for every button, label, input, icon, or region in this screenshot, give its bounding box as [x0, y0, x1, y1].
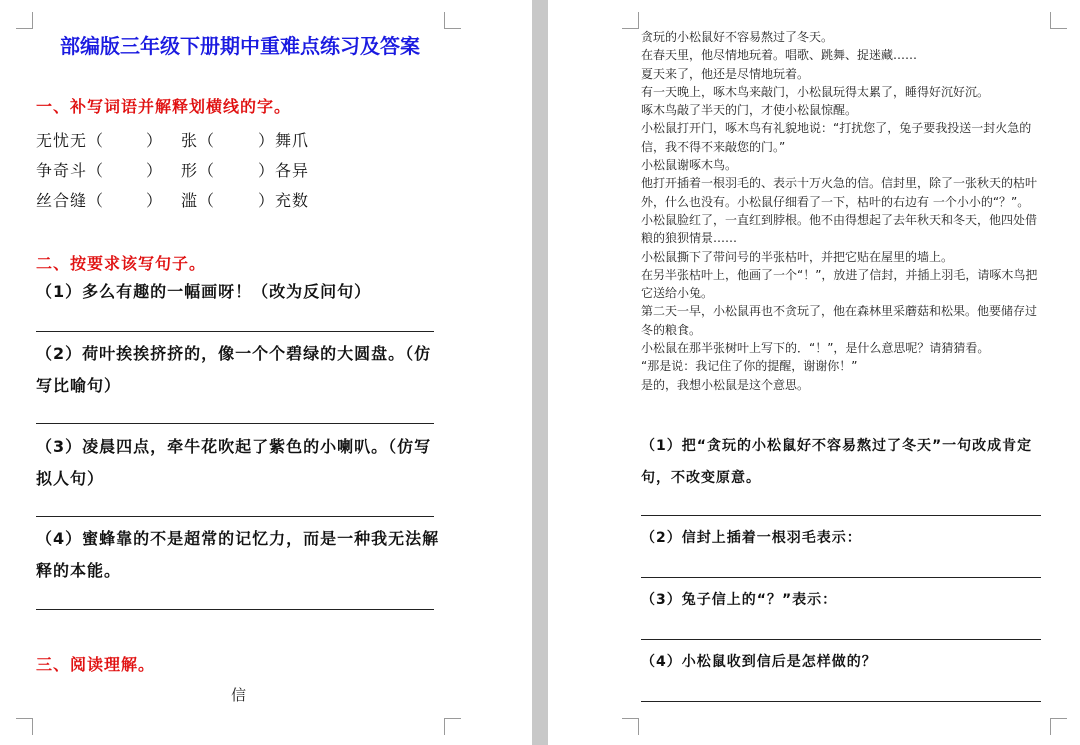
section-heading-2: 二、按要求该写句子。	[36, 254, 207, 273]
fill-text: ）充数	[258, 191, 310, 210]
answer-line	[641, 577, 1041, 578]
crop-mark	[622, 12, 639, 29]
crop-mark	[444, 718, 461, 735]
fill-text: ）	[146, 131, 164, 150]
answer-line	[36, 609, 434, 610]
document-title: 部编版三年级下册期中重难点练习及答案	[60, 34, 420, 58]
story-paragraph: 他打开插着一根羽毛的、表示十万火急的信。信封里，除了一张秋天的枯叶外，什么也没有。小松鼠仔细看了一下，枯叶的右边有 一个小小的“？”。	[641, 176, 1038, 209]
story-paragraph: 啄木鸟敲了半天的门，才使小松鼠惊醒。	[641, 103, 858, 118]
story-paragraph: 小松鼠谢啄木鸟。	[641, 158, 738, 173]
answer-line	[36, 331, 434, 332]
story-paragraph: 贪玩的小松鼠好不容易熬过了冬天。	[641, 30, 834, 44]
fill-text: 形（	[181, 161, 216, 180]
answer-line	[641, 639, 1041, 640]
question-rewrite-3: （3）凌晨四点，牵牛花吹起了紫色的小喇叭。（仿写拟人句）	[36, 437, 432, 488]
crop-mark	[1050, 12, 1067, 29]
crop-mark	[16, 718, 33, 735]
crop-mark	[1050, 718, 1067, 735]
crop-mark	[444, 12, 461, 29]
fill-text: 丝合缝（	[36, 191, 105, 210]
crop-mark	[16, 12, 33, 29]
story-title: 信	[231, 686, 247, 704]
story-paragraph: 小松鼠撕下了带问号的半张枯叶，并把它贴在屋里的墙上。	[641, 249, 954, 264]
story-paragraph: 小松鼠在那半张树叶上写下的．“！”，是什么意思呢？请猜猜看。	[641, 341, 990, 356]
reading-question-4: （4）小松鼠收到信后是怎样做的？	[641, 654, 877, 670]
story-paragraph: 第二天一早，小松鼠再也不贪玩了，他在森林里采蘑菇和松果。他要储存过冬的粮食。	[641, 304, 1038, 337]
fill-text: 张（	[181, 131, 216, 150]
story-paragraph: 有一天晚上，啄木鸟来敲门，小松鼠玩得太累了，睡得好沉好沉。	[641, 84, 990, 99]
fill-text: 滥（	[181, 191, 216, 210]
answer-line	[641, 515, 1041, 516]
story-paragraph: 是的，我想小松鼠是这个意思。	[641, 377, 810, 392]
reading-question-1: （1）把“贪玩的小松鼠好不容易熬过了冬天”一句改成肯定句，不改变原意。	[641, 438, 1033, 486]
section-heading-3: 三、阅读理解。	[36, 655, 156, 674]
reading-question-2: （2）信封上插着一根羽毛表示：	[641, 530, 862, 546]
story-paragraph: 在春天里，他尽情地玩着。唱歌、跳舞、捉迷藏……	[641, 48, 918, 63]
question-rewrite-1: （1）多么有趣的一幅画呀！（改为反问句）	[36, 282, 372, 301]
answer-line	[36, 423, 434, 424]
answer-line	[36, 516, 434, 517]
fill-text: 争奇斗（	[36, 161, 105, 180]
fill-text: ）各异	[258, 161, 310, 180]
section-heading-1: 一、补写词语并解释划横线的字。	[36, 97, 292, 116]
answer-line	[641, 701, 1041, 702]
crop-mark	[622, 718, 639, 735]
reading-question-3: （3）兔子信上的“？”表示：	[641, 592, 838, 608]
story-text	[641, 28, 1047, 394]
fill-text: ）	[146, 161, 164, 180]
fill-text: ）	[146, 191, 164, 210]
question-rewrite-2: （2）荷叶挨挨挤挤的，像一个个碧绿的大圆盘。（仿写比喻句）	[36, 344, 432, 395]
story-paragraph: “那是说：我记住了你的提醒，谢谢你！”	[641, 359, 858, 374]
story-paragraph: 在另半张枯叶上，他画了一个“！”，放进了信封，并插上羽毛，请啄木鸟把它送给小兔。	[641, 267, 1038, 301]
story-paragraph: 小松鼠脸红了，一直红到脖根。他不由得想起了去年秋天和冬天，他四处借粮的狼狈情景……	[641, 212, 1038, 246]
story-paragraph: 小松鼠打开门，啄木鸟有礼貌地说：“打扰您了，兔子要我投送一封火急的信，我不得不来敲您的门。”	[641, 121, 1032, 154]
question-rewrite-4: （4）蜜蜂靠的不是超常的记忆力，而是一种我无法解释的本能。	[36, 529, 440, 580]
fill-text: ）舞爪	[258, 131, 310, 150]
story-paragraph: 夏天来了，他还是尽情地玩着。	[641, 66, 810, 81]
fill-text: 无忧无（	[36, 131, 105, 150]
